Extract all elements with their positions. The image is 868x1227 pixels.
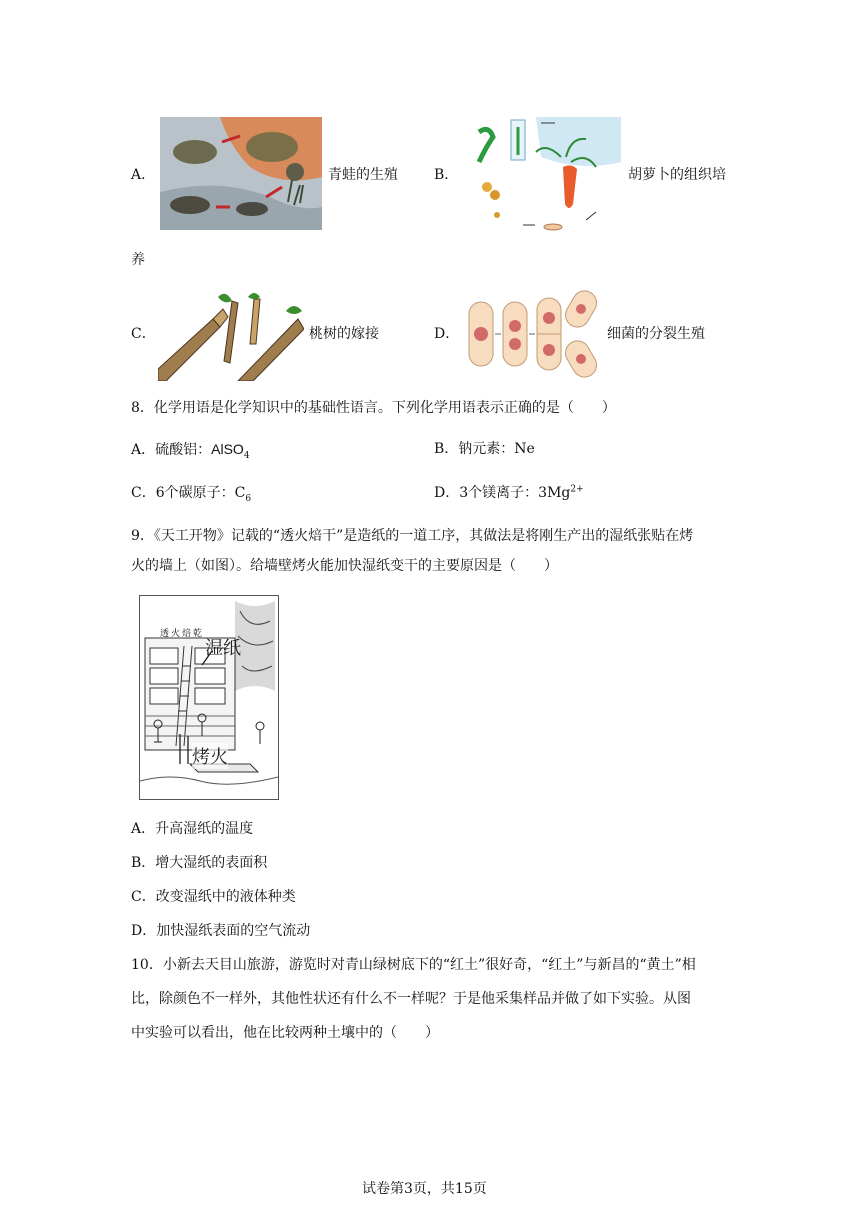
q7-option-b-label: 胡萝卜的组织培 xyxy=(628,167,726,183)
grafting-image xyxy=(158,289,304,381)
q8-stem: 8．化学用语是化学知识中的基础性语言。下列化学用语表示正确的是（ ） xyxy=(131,400,616,416)
q9-option-b: B．增大湿纸的表面积 xyxy=(131,855,268,871)
q8-option-b-letter: B． xyxy=(434,441,459,457)
woodcut-title: 透火焙乾 xyxy=(160,629,205,639)
q8-option-c-letter: C． xyxy=(131,485,156,501)
q10-stem-line1: 10．小新去天目山旅游，游览时对青山绿树底下的“红土”很好奇，“红土”与新昌的“黄土”相 xyxy=(131,957,696,973)
q8-option-c-text: 6个碳原子： xyxy=(155,485,235,501)
q10-stem-line2: 比，除颜色不一样外，其他性状还有什么不一样呢？于是他采集样品并做了如下实验。从图 xyxy=(131,991,691,1007)
q7-option-a-letter: A． xyxy=(131,167,156,183)
label-wet-paper: 湿纸 xyxy=(205,638,241,659)
q9-stem-line2: 火的墙上（如图）。给墙壁烤火能加快湿纸变干的主要原因是（ ） xyxy=(131,558,558,574)
q7-option-b-letter: B． xyxy=(434,167,459,183)
q8-option-a-letter: A． xyxy=(131,442,156,458)
bacteria-fission-image xyxy=(465,290,601,380)
q8-option-b xyxy=(434,440,535,458)
q9-option-d: D．加快湿纸表面的空气流动 xyxy=(131,923,311,939)
q7-option-d-label: 细菌的分裂生殖 xyxy=(607,326,705,342)
frog-lifecycle-image xyxy=(160,117,322,230)
q8-option-c xyxy=(131,484,251,502)
q8-option-d-formula: 3Mg xyxy=(538,485,571,501)
q7-option-c-label: 桃树的嫁接 xyxy=(309,326,379,342)
carrot-tissue-culture-image xyxy=(471,117,621,233)
q8-option-d xyxy=(434,484,584,502)
q8-option-d-letter: D． xyxy=(434,485,460,501)
q8-option-d-superscript: 2+ xyxy=(570,484,584,495)
q7-option-b-label-cont: 养 xyxy=(131,252,145,268)
q9-option-c: C．改变湿纸中的液体种类 xyxy=(131,889,296,905)
page-footer: 试卷第3页，共15页 xyxy=(362,1181,487,1197)
q8-option-a-subscript: 4 xyxy=(243,450,250,461)
q7-option-a-label: 青蛙的生殖 xyxy=(328,167,398,183)
q7-option-d-letter: D． xyxy=(434,326,460,342)
q7-option-c-letter: C． xyxy=(131,326,156,342)
q9-stem-line1: 9．《天工开物》记载的“透火焙干”是造纸的一道工序，其做法是将刚生产出的湿纸张贴在烤 xyxy=(131,528,694,544)
q8-option-a-text: 硫酸铝： xyxy=(155,442,212,458)
paper-drying-woodcut xyxy=(139,595,279,800)
q8-option-d-text: 3个镁离子： xyxy=(459,485,539,501)
label-fire: 烤火 xyxy=(192,743,228,769)
q9-option-a: A．升高湿纸的温度 xyxy=(131,821,254,837)
q8-option-c-subscript: 6 xyxy=(245,493,252,504)
q8-option-b-text: 钠元素：Ne xyxy=(458,441,535,457)
q8-option-a xyxy=(131,440,250,459)
q8-option-c-formula: C xyxy=(234,485,246,501)
q10-stem-line3: 中实验可以看出，他在比较两种土壤中的（ ） xyxy=(131,1025,439,1041)
q8-option-a-formula: AlSO xyxy=(211,441,244,457)
